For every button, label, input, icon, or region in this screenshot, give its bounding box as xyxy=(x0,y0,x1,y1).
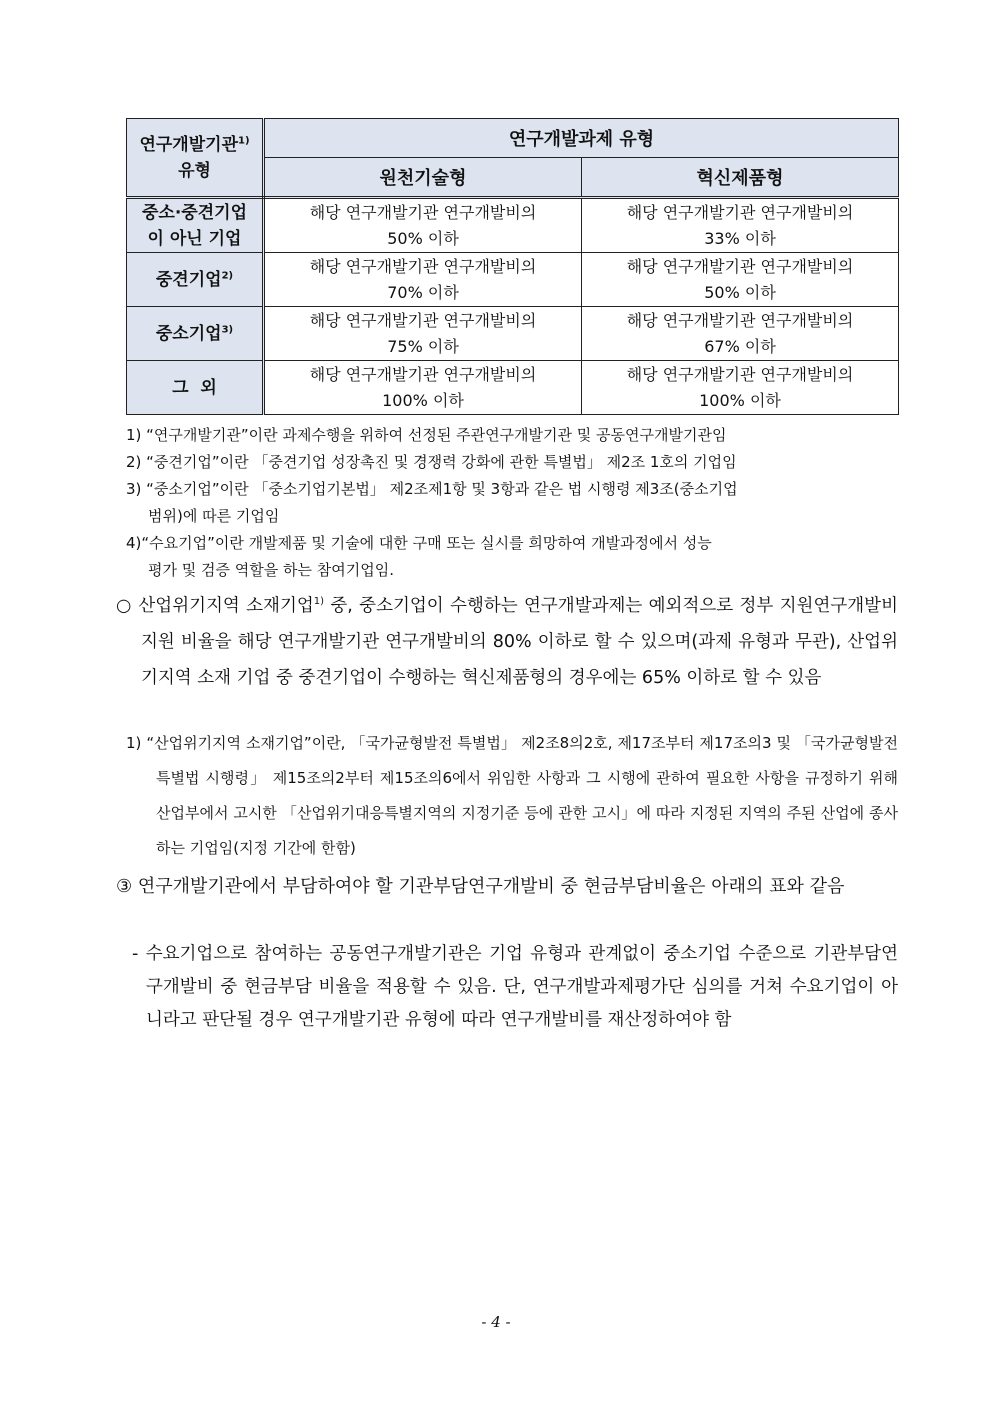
group-header: 연구개발과제 유형 xyxy=(264,119,899,158)
footnote-4: 4)“수요기업”이란 개발제품 및 기술에 대한 구매 또는 실시를 희망하여 개발과정에서 성능 xyxy=(126,534,712,552)
row-label-line1: 중견기업 xyxy=(155,269,222,290)
col-header-basic-tech: 원천기술형 xyxy=(264,158,582,198)
dash-item xyxy=(132,938,898,1037)
cell-line2: 50% 이하 xyxy=(704,282,776,302)
cell-line2: 100% 이하 xyxy=(382,390,464,410)
row-label-line1: 중소기업 xyxy=(155,323,222,344)
table-row xyxy=(127,198,899,253)
table-cell xyxy=(264,361,582,415)
footnote-3-cont: 범위)에 따른 기업임 xyxy=(148,507,280,525)
page-number: - 4 - xyxy=(481,1313,511,1331)
table-corner-header xyxy=(127,119,264,198)
table-footnotes xyxy=(126,422,898,584)
corner-line1: 연구개발기관 xyxy=(139,134,238,155)
section-3 xyxy=(116,870,898,903)
dash-item-text: - 수요기업으로 참여하는 공동연구개발기관은 기업 유형과 관계없이 중소기업 수준으로 기관부담연구개발비 중 현금부담 비율을 적용할 수 있음. 단, 연구개발과제평가단 심의를 거쳐 수요기업이 아니라고 판단될 경우 연구개발기관 유형에 따라 연구개발비를 재산정하여야 함 xyxy=(132,944,898,1030)
row-label-line2: 이 아닌 기업 xyxy=(147,228,242,249)
para-text-rest: 중, 중소기업이 수행하는 연구개발과제는 예외적으로 정부 지원연구개발비 지원 비율을 해당 연구개발기관 연구개발비의 80% 이하로 할 수 있으며(과제 유형과 무관), 산업위기지역 소재 기업 중 중견기업이 수행하는 혁신제품형의 경우에는 65% 이하로 할 수 있음 xyxy=(141,596,898,688)
cell-line1: 해당 연구개발기관 연구개발비의 xyxy=(309,256,537,276)
cell-line1: 해당 연구개발기관 연구개발비의 xyxy=(309,202,537,222)
industrial-crisis-footnote xyxy=(126,726,898,866)
row-label-sup: 3) xyxy=(221,323,234,335)
table-row xyxy=(127,361,899,415)
corner-line2: 유형 xyxy=(178,160,211,181)
footnote-1: 1) “연구개발기관”이란 과제수행을 위하여 선정된 주관연구개발기관 및 공동연구개발기관임 xyxy=(126,426,727,444)
footnote-industry-text: 1) “산업위기지역 소재기업”이란, 「국가균형발전 특별법」 제2조8의2호, 제17조부터 제17조의3 및 「국가균형발전 특별법 시행령」 제15조의2부터 제15조의6에서 위임한 사항과 그 시행에 관하여 필요한 사항을 규정하기 위해 산업부에서 고시한 「산업위기대응특별지역의 지정기준 등에 관한 고시」에 따라 지정된 지역의 주된 산업에 종사하는 기업임(지정 기간에 한함) xyxy=(126,734,898,857)
cell-line2: 100% 이하 xyxy=(699,390,781,410)
table-cell xyxy=(582,253,899,307)
cell-line2: 67% 이하 xyxy=(704,336,776,356)
footnote-4-cont: 평가 및 검증 역할을 하는 참여기업임. xyxy=(148,561,394,579)
cell-line2: 70% 이하 xyxy=(387,282,459,302)
para-text-start: 산업위기지역 소재기업 xyxy=(138,596,314,616)
table-cell xyxy=(264,198,582,253)
row-label-line1: 중소·중견기업 xyxy=(142,202,247,223)
para-sup: 1) xyxy=(313,596,325,608)
corner-sup: 1) xyxy=(238,134,250,146)
table-row xyxy=(127,307,899,361)
cell-line1: 해당 연구개발기관 연구개발비의 xyxy=(626,256,854,276)
cell-line1: 해당 연구개발기관 연구개발비의 xyxy=(626,310,854,330)
table-cell xyxy=(582,307,899,361)
cell-line2: 50% 이하 xyxy=(387,228,459,248)
table-cell xyxy=(582,361,899,415)
cell-line1: 해당 연구개발기관 연구개발비의 xyxy=(309,310,537,330)
cell-line1: 해당 연구개발기관 연구개발비의 xyxy=(626,364,854,384)
table-cell xyxy=(264,307,582,361)
row-label xyxy=(127,253,264,307)
cell-line2: 33% 이하 xyxy=(704,228,776,248)
section-3-text: ③ 연구개발기관에서 부담하여야 할 기관부담연구개발비 중 현금부담비율은 아래의 표와 같음 xyxy=(116,876,845,897)
row-label-line1: 그 외 xyxy=(172,377,217,398)
col-header-innovative-product: 혁신제품형 xyxy=(582,158,899,198)
cell-line2: 75% 이하 xyxy=(387,336,459,356)
cell-line1: 해당 연구개발기관 연구개발비의 xyxy=(626,202,854,222)
table-cell xyxy=(264,253,582,307)
table-row xyxy=(127,253,899,307)
table-cell xyxy=(582,198,899,253)
row-label xyxy=(127,198,264,253)
industrial-crisis-paragraph xyxy=(116,588,898,696)
footnote-2: 2) “중견기업”이란 「중견기업 성장촉진 및 경쟁력 강화에 관한 특별법」 제2조 1호의 기업임 xyxy=(126,453,737,471)
row-label-sup: 2) xyxy=(221,269,234,281)
funding-ratio-table xyxy=(126,118,899,415)
row-label xyxy=(127,361,264,415)
cell-line1: 해당 연구개발기관 연구개발비의 xyxy=(309,364,537,384)
row-label xyxy=(127,307,264,361)
footnote-3: 3) “중소기업”이란 「중소기업기본법」 제2조제1항 및 3항과 같은 법 시행령 제3조(중소기업 xyxy=(126,480,738,498)
circle-bullet: ○ xyxy=(116,596,133,616)
